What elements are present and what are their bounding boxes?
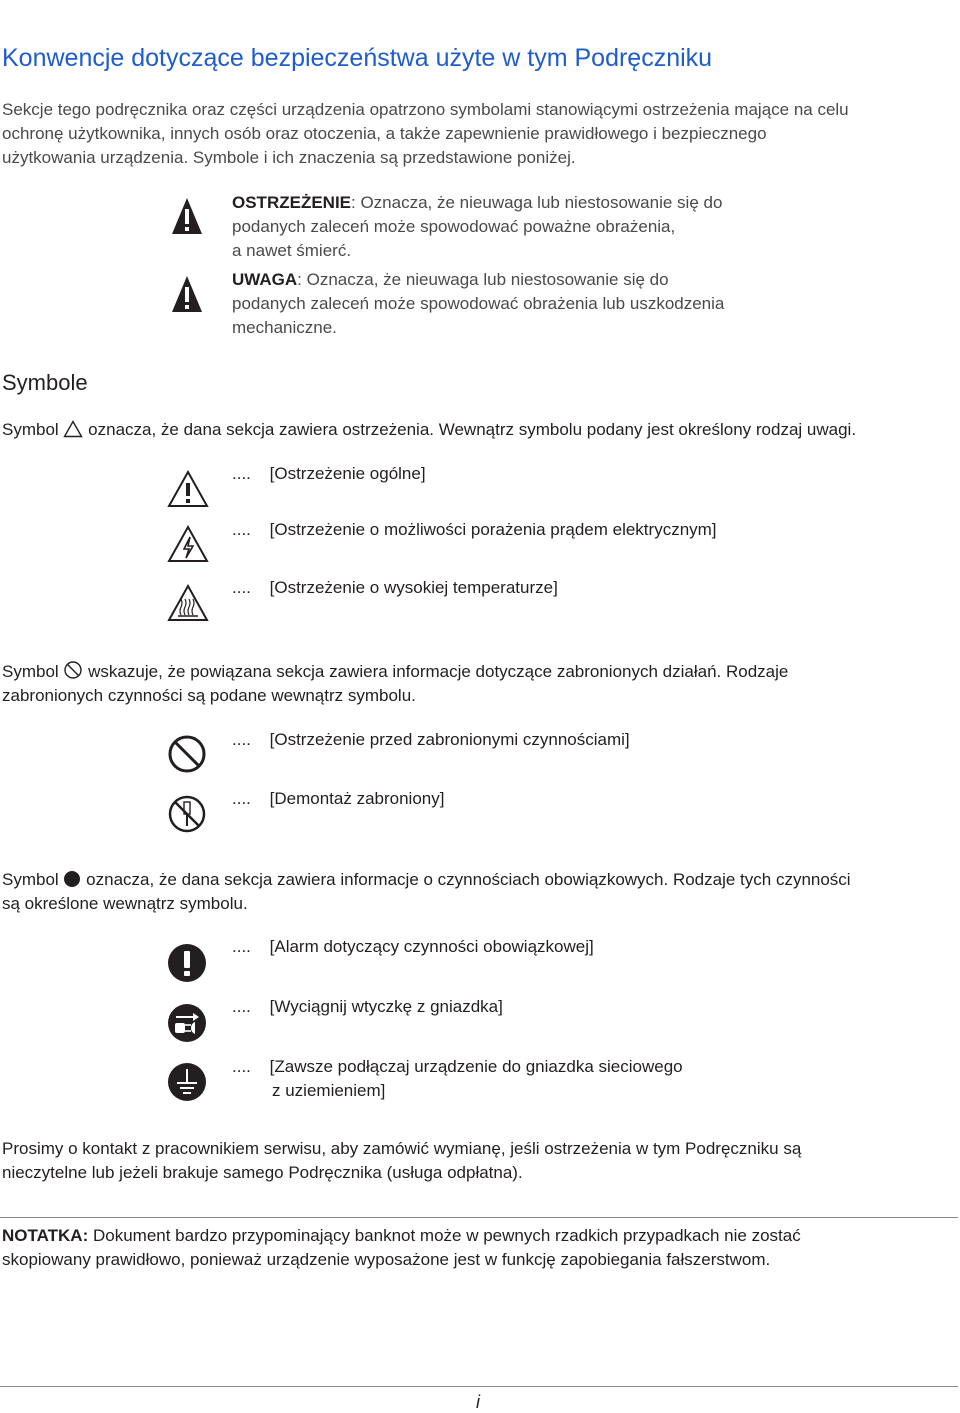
warning-text: podanych zaleceń może spowodować poważne obrażenia,: [232, 217, 676, 236]
note-block: [2, 1224, 801, 1272]
section-heading-symbole: Symbole: [2, 370, 88, 395]
intro-text: oznacza, że dana sekcja zawiera informacje o czynnościach obowiązkowych. Rodzaje tych czynności: [86, 870, 851, 889]
footer-rule: [0, 1386, 958, 1387]
caution-text: mechaniczne.: [232, 318, 337, 337]
intro-line: użytkowania urządzenia. Symbole i ich znaczenia są przedstawione poniżej.: [2, 148, 576, 167]
page-number: i: [476, 1392, 480, 1412]
triangle-outline-icon: [63, 420, 83, 438]
intro-line: Sekcje tego podręcznika oraz części urządzenia opatrzono symbolami stanowiącymi ostrzeżenia mające na celu: [2, 100, 849, 119]
item-dots: ....: [232, 937, 251, 956]
item-dots: ....: [232, 730, 251, 749]
filled-circle-icon: [63, 870, 81, 888]
triangle-item: [232, 520, 717, 540]
caution-text: : Oznacza, że nieuwaga lub niestosowanie się do: [297, 270, 669, 289]
mandatory-item: [232, 997, 503, 1017]
mandatory-intro: [2, 868, 851, 916]
item-label: [Alarm dotyczący czynności obowiązkowej]: [269, 937, 594, 956]
prohibited-icon: [167, 734, 207, 774]
warning-text: a nawet śmierć.: [232, 241, 352, 260]
item-dots: ....: [232, 997, 251, 1016]
intro-text: Symbol: [2, 870, 59, 889]
service-note-line: Prosimy o kontakt z pracownikiem serwisu, aby zamówić wymianę, jeśli ostrzeżenia w tym Podręczniku są: [2, 1139, 802, 1158]
triangle-intro: [2, 418, 856, 442]
intro-line: ochronę użytkownika, innych osób oraz otoczenia, a także zapewnienie prawidłowego i bezpiecznego: [2, 124, 767, 143]
item-label: [Zawsze podłączaj urządzenie do gniazdka sieciowego: [269, 1057, 683, 1076]
item-dots: ....: [232, 578, 251, 597]
intro-text: Symbol: [2, 420, 59, 439]
warning-term: OSTRZEŻENIE: [232, 193, 352, 212]
caution-description: [232, 268, 724, 340]
item-label: [Ostrzeżenie o możliwości porażenia prądem elektrycznym]: [269, 520, 717, 539]
no-disassembly-icon: [167, 794, 207, 834]
note-text: Dokument bardzo przypominający banknot może w pewnych rzadkich przypadkach nie zostać: [88, 1226, 801, 1245]
prohibit-item: [232, 730, 630, 750]
note-top-rule: [0, 1217, 958, 1218]
intro-text: Symbol: [2, 662, 59, 681]
item-dots: ....: [232, 520, 251, 539]
prohibit-item: [232, 789, 444, 809]
item-dots: ....: [232, 1057, 251, 1076]
mandatory-item: [232, 937, 594, 957]
note-label: NOTATKA:: [2, 1226, 89, 1245]
caution-term: UWAGA: [232, 270, 298, 289]
intro-text: zabronionych czynności są podane wewnątrz symbolu.: [2, 686, 416, 705]
intro-text: są określone wewnątrz symbolu.: [2, 894, 248, 913]
intro-text: wskazuje, że powiązana sekcja zawiera informacje dotyczące zabronionych działań. Rodzaje: [88, 662, 789, 681]
warning-general-icon: [167, 470, 209, 508]
caution-text: podanych zaleceń może spowodować obrażenia lub uszkodzenia: [232, 294, 725, 313]
item-label: [Wyciągnij wtyczkę z gniazdka]: [269, 997, 503, 1016]
prohibit-outline-icon: [63, 660, 83, 680]
mandatory-action-icon: [167, 943, 207, 983]
item-label: [Demontaż zabroniony]: [269, 789, 445, 808]
service-note-line: nieczytelne lub jeżeli brakuje samego Podręcznika (usługa odpłatna).: [2, 1163, 523, 1182]
warning-text: : Oznacza, że nieuwaga lub niestosowanie się do: [351, 193, 723, 212]
unplug-icon: [167, 1003, 207, 1043]
item-label: z uziemieniem]: [272, 1081, 386, 1100]
triangle-item: [232, 464, 426, 484]
ground-icon: [167, 1062, 207, 1102]
intro-text: oznacza, że dana sekcja zawiera ostrzeżenia. Wewnątrz symbolu podany jest określony rodzaj uwagi.: [88, 420, 857, 439]
warning-description: [232, 191, 722, 263]
item-label: [Ostrzeżenie ogólne]: [269, 464, 426, 483]
item-dots: ....: [232, 789, 251, 808]
note-text: skopiowany prawidłowo, ponieważ urządzenie wyposażone jest w funkcję zapobiegania fałszerstwom.: [2, 1250, 771, 1269]
warning-solid-icon: [170, 196, 204, 236]
mandatory-item: [232, 1055, 683, 1103]
page-title: Konwencje dotyczące bezpieczeństwa użyte w tym Podręczniku: [2, 44, 713, 72]
intro-paragraph: [2, 98, 849, 170]
item-label: [Ostrzeżenie o wysokiej temperaturze]: [269, 578, 558, 597]
caution-solid-icon: [170, 274, 204, 314]
high-temperature-icon: [167, 584, 209, 622]
electric-shock-icon: [167, 525, 209, 563]
prohibit-intro: [2, 660, 788, 708]
service-note: [2, 1137, 801, 1185]
item-label: [Ostrzeżenie przed zabronionymi czynnościami]: [269, 730, 630, 749]
item-dots: ....: [232, 464, 251, 483]
triangle-item: [232, 578, 558, 598]
